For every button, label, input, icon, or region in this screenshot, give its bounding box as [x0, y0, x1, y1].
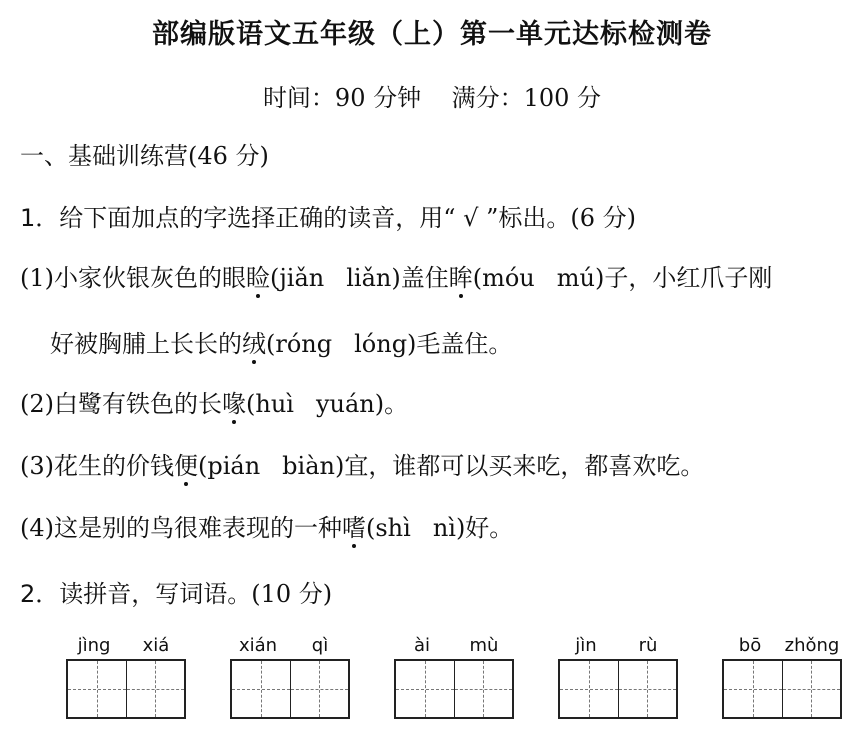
- item-2: [20, 388, 408, 420]
- option-a: (móu: [472, 264, 535, 292]
- writing-grid[interactable]: [722, 659, 842, 719]
- writing-cell[interactable]: [396, 661, 454, 717]
- dotted-char: 绒: [242, 330, 266, 358]
- item-text: (2)白鹭有铁色的长: [20, 390, 222, 418]
- word-box-3: [394, 635, 514, 719]
- pinyin-syllable: zhǒng: [784, 635, 840, 656]
- word-box-2: [230, 635, 350, 719]
- item-3: [20, 450, 704, 482]
- dotted-char: 睑: [246, 264, 270, 292]
- pinyin-syllable: rù: [638, 635, 658, 656]
- word-box-1: [66, 635, 186, 719]
- writing-grid[interactable]: [66, 659, 186, 719]
- dotted-char: 嗜: [342, 514, 366, 542]
- exam-info: 时间：90 分钟 满分：100 分: [262, 84, 602, 112]
- pinyin-label: [722, 635, 842, 659]
- question-text: 读拼音，写词语。(10 分): [59, 580, 333, 608]
- option-b: yuán)。: [315, 390, 409, 418]
- question-number: 2．: [20, 580, 60, 608]
- pinyin-syllable: bō: [738, 635, 762, 656]
- pinyin-label: [66, 635, 186, 659]
- dotted-char: 眸: [448, 264, 473, 292]
- word-box-4: [558, 635, 678, 719]
- option-b: biàn)宜，谁都可以买来吃，都喜欢吃。: [282, 452, 705, 480]
- pinyin-label: [230, 635, 350, 659]
- pinyin-label: [394, 635, 514, 659]
- question-2: [20, 578, 332, 610]
- pinyin-label: [558, 635, 678, 659]
- dotted-char: 喙: [222, 390, 246, 418]
- writing-cell[interactable]: [618, 661, 677, 717]
- writing-grid[interactable]: [558, 659, 678, 719]
- item-text: (4)这是别的鸟很难表现的一种: [20, 514, 342, 542]
- option-b: nì)好。: [432, 514, 514, 542]
- option-a: (róng: [266, 330, 333, 358]
- item-text: (1)小家伙银灰色的眼: [20, 264, 246, 292]
- page-title: 部编版语文五年级（上）第一单元达标检测卷: [152, 19, 712, 50]
- question-1: [20, 202, 636, 234]
- question-number: 1．: [20, 204, 60, 232]
- pinyin-syllable: xiá: [142, 635, 170, 656]
- writing-grid[interactable]: [230, 659, 350, 719]
- question-text: 给下面加点的字选择正确的读音，用“ √ ”标出。(6 分): [59, 204, 636, 232]
- item-1-line-2: [50, 328, 512, 360]
- pinyin-syllable: xián: [238, 635, 278, 656]
- pinyin-syllable: jìng: [77, 635, 111, 656]
- pinyin-syllable: ài: [413, 635, 431, 656]
- option-b: lóng)毛盖住。: [354, 330, 513, 358]
- item-4: [20, 512, 513, 544]
- section-heading: 一、基础训练营(46 分): [20, 142, 269, 170]
- option-a: (huì: [246, 390, 294, 418]
- item-text: (3)花生的价钱: [20, 452, 174, 480]
- writing-cell[interactable]: [454, 661, 513, 717]
- writing-cell[interactable]: [290, 661, 349, 717]
- pinyin-syllable: jìn: [575, 635, 597, 656]
- item-1-line-1: [20, 262, 772, 294]
- writing-cell[interactable]: [126, 661, 185, 717]
- option-b: liǎn)盖住: [346, 264, 449, 292]
- dotted-char: 便: [174, 452, 198, 480]
- writing-cell[interactable]: [560, 661, 618, 717]
- writing-grid[interactable]: [394, 659, 514, 719]
- word-box-5: [722, 635, 842, 719]
- writing-cell[interactable]: [232, 661, 290, 717]
- pinyin-syllable: qì: [311, 635, 329, 656]
- pinyin-syllable: mù: [469, 635, 499, 656]
- writing-cell[interactable]: [724, 661, 782, 717]
- option-a: (jiǎn: [270, 264, 325, 292]
- item-text: 好被胸脯上长长的: [50, 330, 242, 358]
- writing-cell[interactable]: [782, 661, 841, 717]
- writing-cell[interactable]: [68, 661, 126, 717]
- option-a: (shì: [366, 514, 411, 542]
- option-b: mú)子，小红爪子刚: [556, 264, 773, 292]
- option-a: (pián: [198, 452, 261, 480]
